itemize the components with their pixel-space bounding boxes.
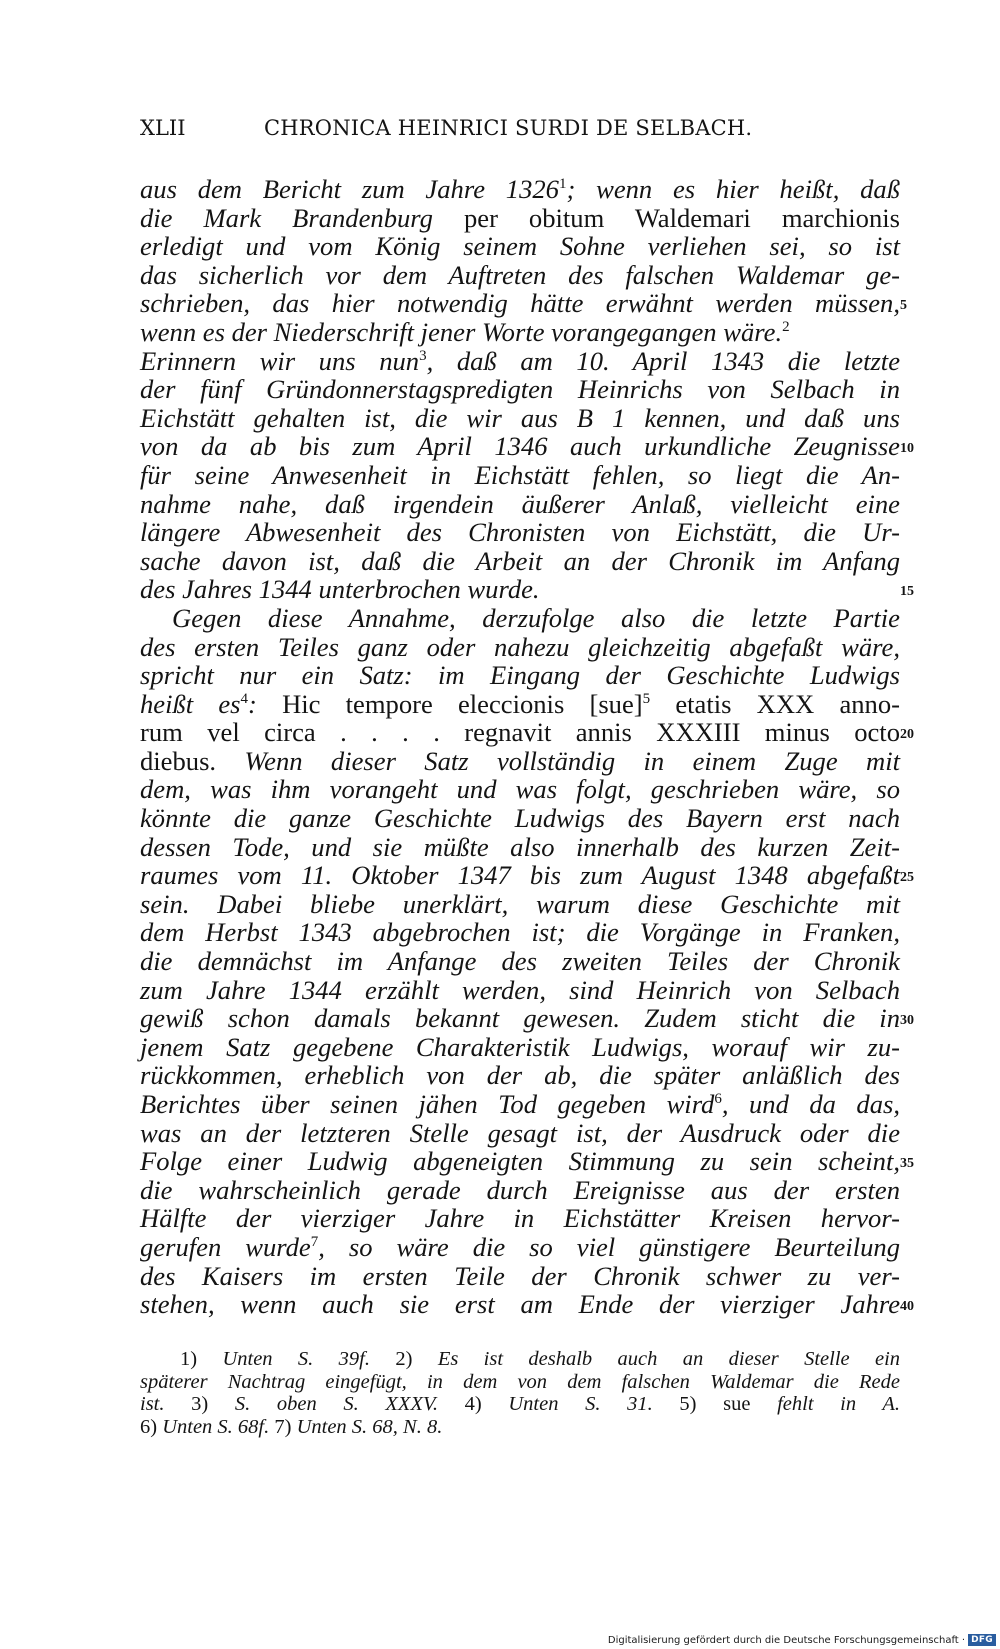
text-fragment: die Mark Brandenburg bbox=[140, 202, 433, 233]
text-fragment: ; wenn es hier heißt, daß bbox=[566, 174, 900, 204]
line-number: 40 bbox=[900, 1299, 914, 1314]
line-number: 5 bbox=[900, 298, 907, 313]
footnote-ref: 3 bbox=[419, 347, 427, 364]
footnote-ref: 5 bbox=[642, 690, 651, 707]
text-fragment: , und da das, bbox=[721, 1089, 900, 1119]
footnote-text: Unten S. 31. bbox=[508, 1393, 653, 1415]
text-line: spricht nur ein Satz: im Eingang der Geschichte Ludwigs bbox=[140, 660, 900, 691]
text-line bbox=[140, 1233, 900, 1262]
line-number: 25 bbox=[900, 870, 914, 885]
text-line bbox=[140, 318, 900, 347]
digitization-credit bbox=[608, 1634, 996, 1646]
footnote-line bbox=[140, 1416, 900, 1439]
text-line: Eichstätt gehalten ist, die wir aus B 1 kennen, und daß uns bbox=[140, 402, 900, 433]
text-line: Gegen diese Annahme, derzufolge also die letzte Partie bbox=[172, 602, 900, 633]
footnote-text: Unten S. 39f. bbox=[222, 1348, 370, 1370]
footnote-number: 7) bbox=[274, 1415, 297, 1438]
footnote-text: S. oben S. XXXV. bbox=[234, 1393, 438, 1415]
text-line: was an der letzteren Stelle gesagt ist, der Ausdruck oder die bbox=[140, 1117, 900, 1148]
text-line: des ersten Teiles ganz oder nahezu gleichzeitig abgefaßt wäre, bbox=[140, 631, 900, 662]
latin-quote: diebus. bbox=[140, 745, 217, 776]
footnote-ref: 1 bbox=[558, 176, 567, 192]
text-line bbox=[140, 175, 900, 204]
main-text bbox=[140, 175, 900, 1319]
line-number: 10 bbox=[900, 441, 914, 456]
line-number: 30 bbox=[900, 1013, 914, 1028]
text-fragment: , daß am 10. April 1343 die letzte bbox=[426, 345, 901, 376]
text-line: der fünf Gründonnerstagspredigten Heinrichs von Selbach in bbox=[140, 374, 900, 405]
credit-text: Digitalisierung gefördert durch die Deutsche Forschungsgemeinschaft · bbox=[607, 1634, 966, 1646]
text-line: des Kaisers im ersten Teile der Chronik schwer zu ver- bbox=[140, 1260, 900, 1291]
text-line bbox=[140, 1090, 900, 1119]
text-line: erledigt und vom König seinem Sohne verliehen sei, so ist bbox=[140, 231, 900, 262]
text-line: für seine Anwesenheit in Eichstätt fehlen, so liegt die An- bbox=[140, 459, 900, 490]
text-fragment: aus dem Bericht zum Jahre 1326 bbox=[140, 174, 559, 204]
text-line bbox=[140, 747, 900, 776]
text-line: dem Herbst 1343 abgebrochen ist; die Vorgänge in Franken, bbox=[140, 917, 900, 948]
text-line: gewiß schon damals bekannt gewesen. Zudem sticht die in bbox=[140, 1003, 900, 1034]
text-line: sache davon ist, daß die Arbeit an der Chronik im Anfang bbox=[140, 545, 900, 576]
footnote-ref: 6 bbox=[714, 1091, 722, 1107]
page-folio: XLII bbox=[140, 116, 186, 140]
running-title: CHRONICA HEINRICI SURDI DE SELBACH. bbox=[264, 116, 753, 140]
text-line: zum Jahre 1344 erzählt werden, sind Heinrich von Selbach bbox=[140, 974, 900, 1005]
text-line: dem, was ihm vorangeht und was folgt, geschrieben wäre, so bbox=[140, 774, 900, 805]
footnote-text: Es ist deshalb auch an dieser Stelle ein bbox=[437, 1348, 901, 1370]
text-fragment: Berichtes über seinen jähen Tod gegeben wird bbox=[140, 1089, 715, 1119]
text-line: des Jahres 1344 unterbrochen wurde. bbox=[140, 574, 540, 605]
latin-quote: per obitum Waldemari marchionis bbox=[432, 202, 900, 233]
footnote-number: 5) bbox=[679, 1393, 724, 1415]
text-line bbox=[140, 347, 900, 376]
text-line: stehen, wenn auch sie erst am Ende der vierziger Jahre bbox=[140, 1289, 900, 1320]
footnote-number: 4) bbox=[464, 1393, 509, 1415]
text-line: schrieben, das hier notwendig hätte erwähnt werden müssen, bbox=[140, 288, 900, 319]
footnote-number: 1) bbox=[180, 1348, 223, 1370]
text-line bbox=[140, 204, 900, 233]
footnote-ref: 2 bbox=[782, 318, 790, 335]
text-line: Hälfte der vierziger Jahre in Eichstätter Kreisen hervor- bbox=[140, 1203, 900, 1234]
footnote-ref: 7 bbox=[310, 1233, 319, 1250]
text-line: jenem Satz gegebene Charakteristik Ludwigs, worauf wir zu- bbox=[140, 1031, 900, 1062]
footnote-text: sue bbox=[723, 1393, 751, 1415]
footnote-line: späterer Nachtrag eingefügt, in dem von dem falschen Waldemar die Rede bbox=[140, 1370, 900, 1393]
footnote-text: Unten S. 68, N. 8. bbox=[296, 1415, 443, 1438]
text-line: von da ab bis zum April 1346 auch urkundliche Zeugnisse bbox=[140, 431, 900, 462]
text-fragment: , so wäre die so viel günstigere Beurteilung bbox=[318, 1231, 900, 1262]
text-line: rückkommen, erheblich von der ab, die später anläßlich des bbox=[140, 1060, 900, 1091]
latin-quote: Hic tempore eleccionis [sue] bbox=[256, 688, 643, 719]
line-number: 15 bbox=[900, 584, 914, 599]
latin-quote: etatis XXX anno- bbox=[650, 688, 900, 719]
text-line: die demnächst im Anfange des zweiten Teiles der Chronik bbox=[140, 946, 900, 977]
text-line: rum vel circa . . . . regnavit annis XXXIII minus octo bbox=[140, 717, 900, 748]
footnote-ref: 4 bbox=[240, 690, 249, 707]
footnote-text: ist. bbox=[140, 1393, 165, 1415]
text-fragment: Wenn dieser Satz vollständig in einem Zuge mit bbox=[216, 745, 900, 776]
footnote-number: 6) bbox=[140, 1415, 163, 1438]
text-line: könnte die ganze Geschichte Ludwigs des Bayern erst nach bbox=[140, 803, 900, 834]
text-fragment: heißt es bbox=[140, 688, 241, 719]
footnote-line bbox=[140, 1348, 900, 1371]
text-line: die wahrscheinlich gerade durch Ereignisse aus der ersten bbox=[140, 1174, 900, 1205]
text-line: das sicherlich vor dem Auftreten des falschen Waldemar ge- bbox=[140, 259, 900, 290]
text-fragment: wenn es der Niederschrift jener Worte vorangegangen wäre. bbox=[140, 316, 783, 347]
text-line bbox=[140, 690, 900, 719]
footnote-number: 3) bbox=[191, 1393, 235, 1415]
footnotes bbox=[140, 1348, 900, 1438]
text-line: Folge einer Ludwig abgeneigten Stimmung zu sein scheint, bbox=[140, 1146, 900, 1177]
dfg-logo: DFG bbox=[968, 1634, 996, 1646]
line-number: 20 bbox=[900, 727, 914, 742]
footnote-line bbox=[140, 1393, 900, 1416]
text-line: sein. Dabei bliebe unerklärt, warum diese Geschichte mit bbox=[140, 888, 900, 919]
line-number: 35 bbox=[900, 1156, 914, 1171]
text-line: raumes vom 11. Oktober 1347 bis zum August 1348 abgefaßt bbox=[140, 860, 900, 891]
footnote-text: fehlt in A. bbox=[750, 1393, 901, 1415]
text-line: dessen Tode, und sie müßte also innerhalb des kurzen Zeit- bbox=[140, 831, 900, 862]
footnote-text: Unten S. 68f. bbox=[162, 1415, 270, 1438]
text-fragment: gerufen wurde bbox=[140, 1231, 311, 1262]
text-fragment: : bbox=[248, 688, 257, 719]
text-line: längere Abwesenheit des Chronisten von Eichstätt, die Ur- bbox=[140, 517, 900, 548]
text-line: nahme nahe, daß irgendein äußerer Anlaß, vielleicht eine bbox=[140, 488, 900, 519]
text-fragment: Erinnern wir uns nun bbox=[140, 345, 420, 376]
footnote-number: 2) bbox=[395, 1348, 438, 1370]
